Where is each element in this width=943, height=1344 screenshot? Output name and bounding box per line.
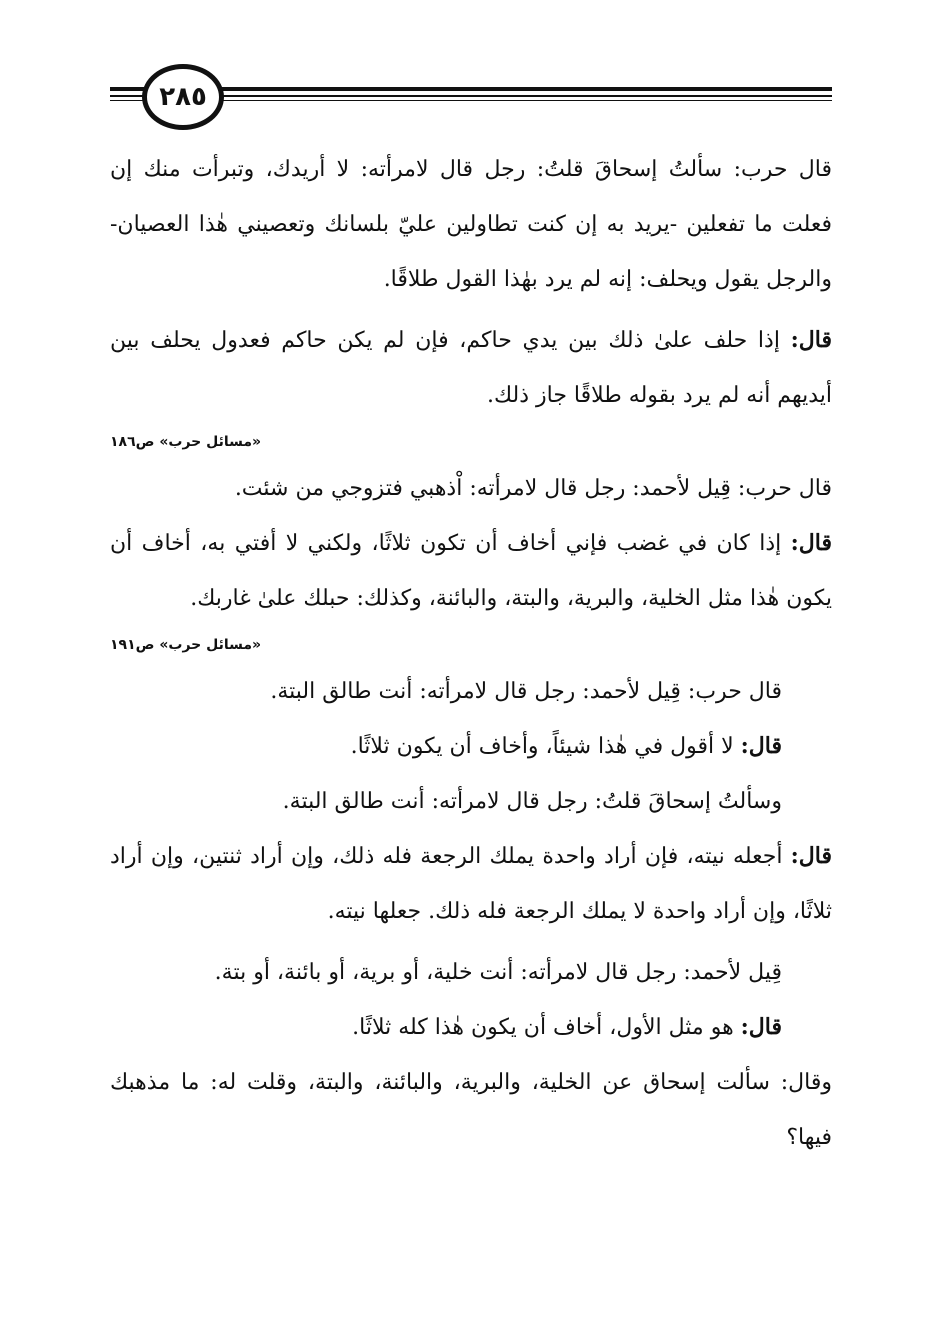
paragraph — [110, 313, 832, 423]
paragraph-text: وسألتُ إسحاقَ قلتُ: رجل قال لامرأته: أنت طالق البتة. — [282, 789, 782, 814]
paragraph — [110, 664, 832, 719]
paragraph — [110, 829, 832, 939]
paragraph-lead: قال: — [790, 843, 832, 869]
paragraph — [110, 719, 832, 774]
paragraph-text: قِيل لأحمد: رجل قال لامرأته: أنت خلية، أو برية، أو بائنة، أو بتة. — [214, 960, 782, 985]
paragraph-text: إذا حلف علىٰ ذلك بين يدي حاكم، فإن لم يكن حاكم فعدول يحلف بين أيديهم أنه لم يرد بقوله طلاقًا جاز ذلك. — [110, 328, 832, 408]
paragraph-text: لا أقول في هٰذا شيئاً، وأخاف أن يكون ثلاثًا. — [350, 734, 741, 759]
paragraph-text: إذا كان في غضب فإني أخاف أن تكون ثلاثًا، ولكني لا أفتي به، أخاف أن يكون هٰذا مثل الخلية، والبرية، والبتة، والبائنة، وكذلك: حبلك علىٰ غاربك. — [110, 531, 832, 611]
paragraph-lead: قال: — [740, 1014, 782, 1040]
paragraph — [110, 142, 832, 307]
paragraph — [110, 516, 832, 626]
paragraph — [110, 945, 832, 1000]
paragraph — [110, 1000, 832, 1055]
paragraph-text: أجعله نيته، فإن أراد واحدة يملك الرجعة فله ذلك، وإن أراد ثنتين، وإن أراد ثلاثًا، وإن أراد واحدة لا يملك الرجعة فله ذلك. جعلها نيته. — [110, 844, 832, 924]
source-reference: «مسائل حرب» ص١٨٦ — [110, 434, 262, 450]
paragraph — [110, 461, 832, 516]
paragraph — [110, 1055, 832, 1165]
paragraph — [110, 774, 832, 829]
paragraph-text: قال حرب: سألتُ إسحاقَ قلتُ: رجل قال لامرأته: لا أريدك، وتبرأت منك إن فعلت ما تفعلين -يريد به إن كنت تطاولين عليّ بلسانك وتعصيني هٰذا العصيان- والرجل يقول ويحلف: إنه لم يرد بهٰذا القول طلاقًا. — [110, 157, 832, 292]
page-body — [110, 142, 832, 1165]
paragraph-text: هو مثل الأول، أخاف أن يكون هٰذا كله ثلاثًا. — [352, 1015, 741, 1040]
paragraph-text: قال حرب: قِيل لأحمد: رجل قال لامرأته: اْذهبي فتزوجي من شئت. — [234, 476, 832, 501]
paragraph-lead: قال: — [790, 327, 832, 353]
page-header — [110, 60, 832, 130]
paragraph-lead: قال: — [740, 733, 782, 759]
source-reference: «مسائل حرب» ص١٩١ — [110, 637, 262, 653]
paragraph-lead: قال: — [790, 530, 832, 556]
paragraph-text: وقال: سألت إسحاق عن الخلية، والبرية، والبائنة، والبتة، وقلت له: ما مذهبك فيها؟ — [110, 1070, 832, 1150]
paragraph-text: قال حرب: قِيل لأحمد: رجل قال لامرأته: أنت طالق البتة. — [270, 679, 782, 704]
page-number: ٢٨٥ — [142, 64, 224, 130]
